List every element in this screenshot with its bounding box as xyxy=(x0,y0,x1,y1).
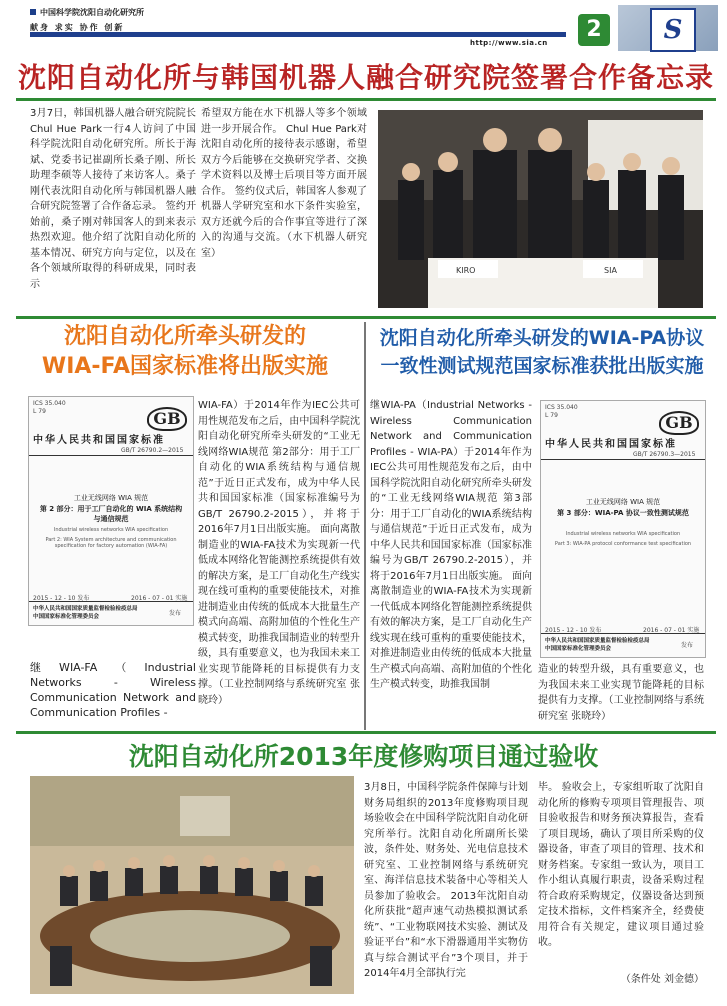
org-name: 中国科学院沈阳自动化研究所 xyxy=(40,8,144,17)
article1-col1: 3月7日，韩国机器人融合研究院院长Chul Hue Park一行4人访问了中国科学院沈阳自动化研究所。所长于海斌、党委书记崔副所长桑子刚、所长助理李硕等人接待了来访客人。桑子刚代表沈阳自动化所与韩国机器人融合研究院签署了合作备忘录。 签约开始前，桑子刚对韩国客人的到来表示热烈欢迎。他介绍了沈阳自动化所的基本情况、研究方向与定位，以及在各个领域所取得的科研成果，同时表示 xyxy=(30,108,196,290)
issuer1: 中华人民共和国国家质量监督检验检疫总局 xyxy=(33,606,138,612)
article2-title xyxy=(10,322,360,382)
issuer-suffix: 发布 xyxy=(681,642,694,649)
sia-logo-icon: S xyxy=(650,8,696,52)
article3-col-left: 继WIA-PA（Industrial Networks - Wireless Communication Network and Communication Profiles - WIA-PA）于2014年作为IEC公共可用性规范发布之后，由中国科学院沈阳自动化研究所牵头研发的“工业无线网络WIA规范 第3部分：用于工厂自动化的WIA系统结构与通信规范”于近日正式发布，成为中华人民共和国国家标准（国家标准编号为GB/T 26790.2-2015），并将于2016年7月1日出版实施。 面向离散制造业的WIA-FA技术为实现新一代低成本网络化智能测控系统提供有效的解决方案，是工厂自动化生产线实现在线可重构的重要使能技术，对推进制造业由传统的低成本大批量生产模式向高端、高附加值的个性化生产模式转变，助推我国制 xyxy=(370,400,532,690)
sia-nameplate: SIA xyxy=(604,266,617,275)
issue-date: 2015 - 12 - 10 发布 xyxy=(33,595,90,602)
article2-title-line1: 沈阳自动化所牵头研发的 xyxy=(63,324,306,349)
standard-title2: 第 3 部分：WIA-PA 协议一致性测试规范 xyxy=(557,509,689,517)
issue-date: 2015 - 12 - 10 发布 xyxy=(545,627,602,634)
standard-title2: 第 2 部分：用于工厂自动化的 WIA 系统结构与通信规范 xyxy=(39,505,183,523)
masthead xyxy=(30,6,144,34)
standard-en-title1: Industrial wireless networks WIA specification xyxy=(53,527,169,533)
article3-title-line1: 沈阳自动化所牵头研发的WIA-PA协议 xyxy=(379,327,705,349)
article4-col2: 毕。 验收会上，专家组听取了沈阳自动化所的修购专项项目管理报告、项目验收报告和财务预决算报告，查看了项目现场，确认了项目所采购的仪器设备，审查了项目的管理、技术和财务档案。专家组一致认为，项目工作小组认真履行职责，设备采购过程符合政府采购规定，仪器设备达到预定技术指标，文件档案齐全，经费使用符合有关规定，建议项目通过验收。 xyxy=(538,782,704,948)
national-standard-label: 中华人民共和国国家标准 xyxy=(545,439,677,450)
meeting-room-illustration xyxy=(30,776,354,994)
standard-cover-wia-pa xyxy=(540,400,706,658)
header-band xyxy=(30,32,566,37)
motto: 献身 求实 协作 创新 xyxy=(30,23,125,32)
article1-col2: 希望双方能在水下机器人等多个领域进一步开展合作。 Chul Hue Park对沈阳自动化所的接待表示感谢，希望双方今后能够在交换研究学者、交换学术资料以及博士后项目等方面开展合作。 签约仪式后，韩国客人参观了机器人学研究室和水下条件实验室，双方还就今后的合作事宜等进行了深入的沟通与交流。（水下机器人研究室） xyxy=(201,108,367,259)
divider xyxy=(16,731,716,734)
standard-code: GB/T 26790.3—2015 xyxy=(633,451,696,458)
divider xyxy=(16,316,716,319)
article1-title: 沈阳自动化所与韩国机器人融合研究院签署合作备忘录 xyxy=(17,61,714,94)
article3-title-line2: 一致性测试规范国家标准获批出版实施 xyxy=(380,355,704,377)
signing-ceremony-photo xyxy=(378,110,703,308)
article3-title xyxy=(368,324,716,380)
standard-en-title2: Part 2: WIA System architecture and communication specification for factory automation (WIA-FA) xyxy=(45,537,177,549)
article4-byline: （条件处 刘金德） xyxy=(620,974,704,985)
article2-title-line2: WIA-FA国家标准将出版实施 xyxy=(41,354,329,379)
article4-col1: 3月8日，中国科学院条件保障与计划财务局组织的2013年度修购项目现场验收会在中国科学院沈阳自动化研究所举行。沈阳自动化所副所长梁波，条件处、财务处、光电信息技术研究室、工业控制网络与系统研究室、海洋信息技术装备中心等相关人员参加了验收会。 2013年沈阳自动化所获批“超声速气动热模拟测试系统”、“工业物联网技术实验、测试及验证平台”和“水下滑器通用半实物仿真与综合测试平台”3个项目，并于2014年4月全部执行完 xyxy=(364,782,528,979)
issuer2: 中国国家标准化管理委员会 xyxy=(545,646,612,652)
national-standard-label: 中华人民共和国国家标准 xyxy=(33,435,165,446)
implement-date: 2016 - 07 - 01 实施 xyxy=(131,595,188,602)
ccs-code: L 79 xyxy=(33,408,46,415)
ics-code: ICS 35.040 xyxy=(545,404,578,411)
article4-title: 沈阳自动化所2013年度修购项目通过验收 xyxy=(128,742,599,771)
gb-logo: GB xyxy=(659,411,699,435)
issuer1: 中华人民共和国国家质量监督检验检疫总局 xyxy=(545,638,650,644)
article2-col-right: WIA-FA）于2014年作为IEC公共可用性规范发布之后，由中国科学院沈阳自动化研究所牵头研发的“工业无线网络WIA规范 第2部分：用于工厂自动化的WIA系统结构与通信规范”于近日正式发布，成为中华人民共和国国家标准（国家标准编号为GB/T 26790.2-2015），并将于2016年7月1日出版实施。 面向离散制造业的WIA-FA技术为实现新一代低成本网络化智能测控系统提供有效的解决方案，是工厂自动化生产线实现在线可重构的重要使能技术，对推进制造业由传统的低成本大批量生产模式向高端、高附加值的个性化生产模式转变，助推我国制造业的转型升级，具有重要意义，也为我国未来工业实现节能降耗的目标提供有力支撑。（工业控制网络与系统研究室 张晓玲） xyxy=(198,400,360,706)
divider xyxy=(16,98,716,101)
square-bullet-icon xyxy=(30,9,36,15)
issuer2: 中国国家标准化管理委员会 xyxy=(33,614,100,620)
ccs-code: L 79 xyxy=(545,412,558,419)
standard-en-title1: Industrial wireless networks WIA specification xyxy=(565,531,681,537)
signing-ceremony-illustration xyxy=(378,110,703,308)
standard-title1: 工业无线网络 WIA 规范 xyxy=(73,494,149,502)
standard-code: GB/T 26790.2—2015 xyxy=(121,447,184,454)
standard-en-title2: Part 3: WIA-PA protocol conformance test specification xyxy=(554,541,692,547)
article2-under-std: 继WIA-FA（Industrial Networks - Wireless Communication Network and Communication Profiles - xyxy=(30,661,196,719)
standard-cover-wia-fa xyxy=(28,396,194,626)
implement-date: 2016 - 07 - 01 实施 xyxy=(643,627,700,634)
site-url[interactable]: http://www.sia.cn xyxy=(470,39,548,47)
page-number: 2 xyxy=(578,14,610,46)
article3-under-std: 造业的转型升级，具有重要意义，也为我国未来工业实现节能降耗的目标提供有力支撑。（工业控制网络与系统研究室 张晓玲） xyxy=(538,664,704,722)
standard-title1: 工业无线网络 WIA 规范 xyxy=(585,498,661,506)
column-divider xyxy=(364,322,366,730)
ics-code: ICS 35.040 xyxy=(33,400,66,407)
acceptance-meeting-photo xyxy=(30,776,354,994)
gb-logo: GB xyxy=(147,407,187,431)
kiro-nameplate: KIRO xyxy=(456,266,476,275)
issuer-suffix: 发布 xyxy=(169,610,182,617)
